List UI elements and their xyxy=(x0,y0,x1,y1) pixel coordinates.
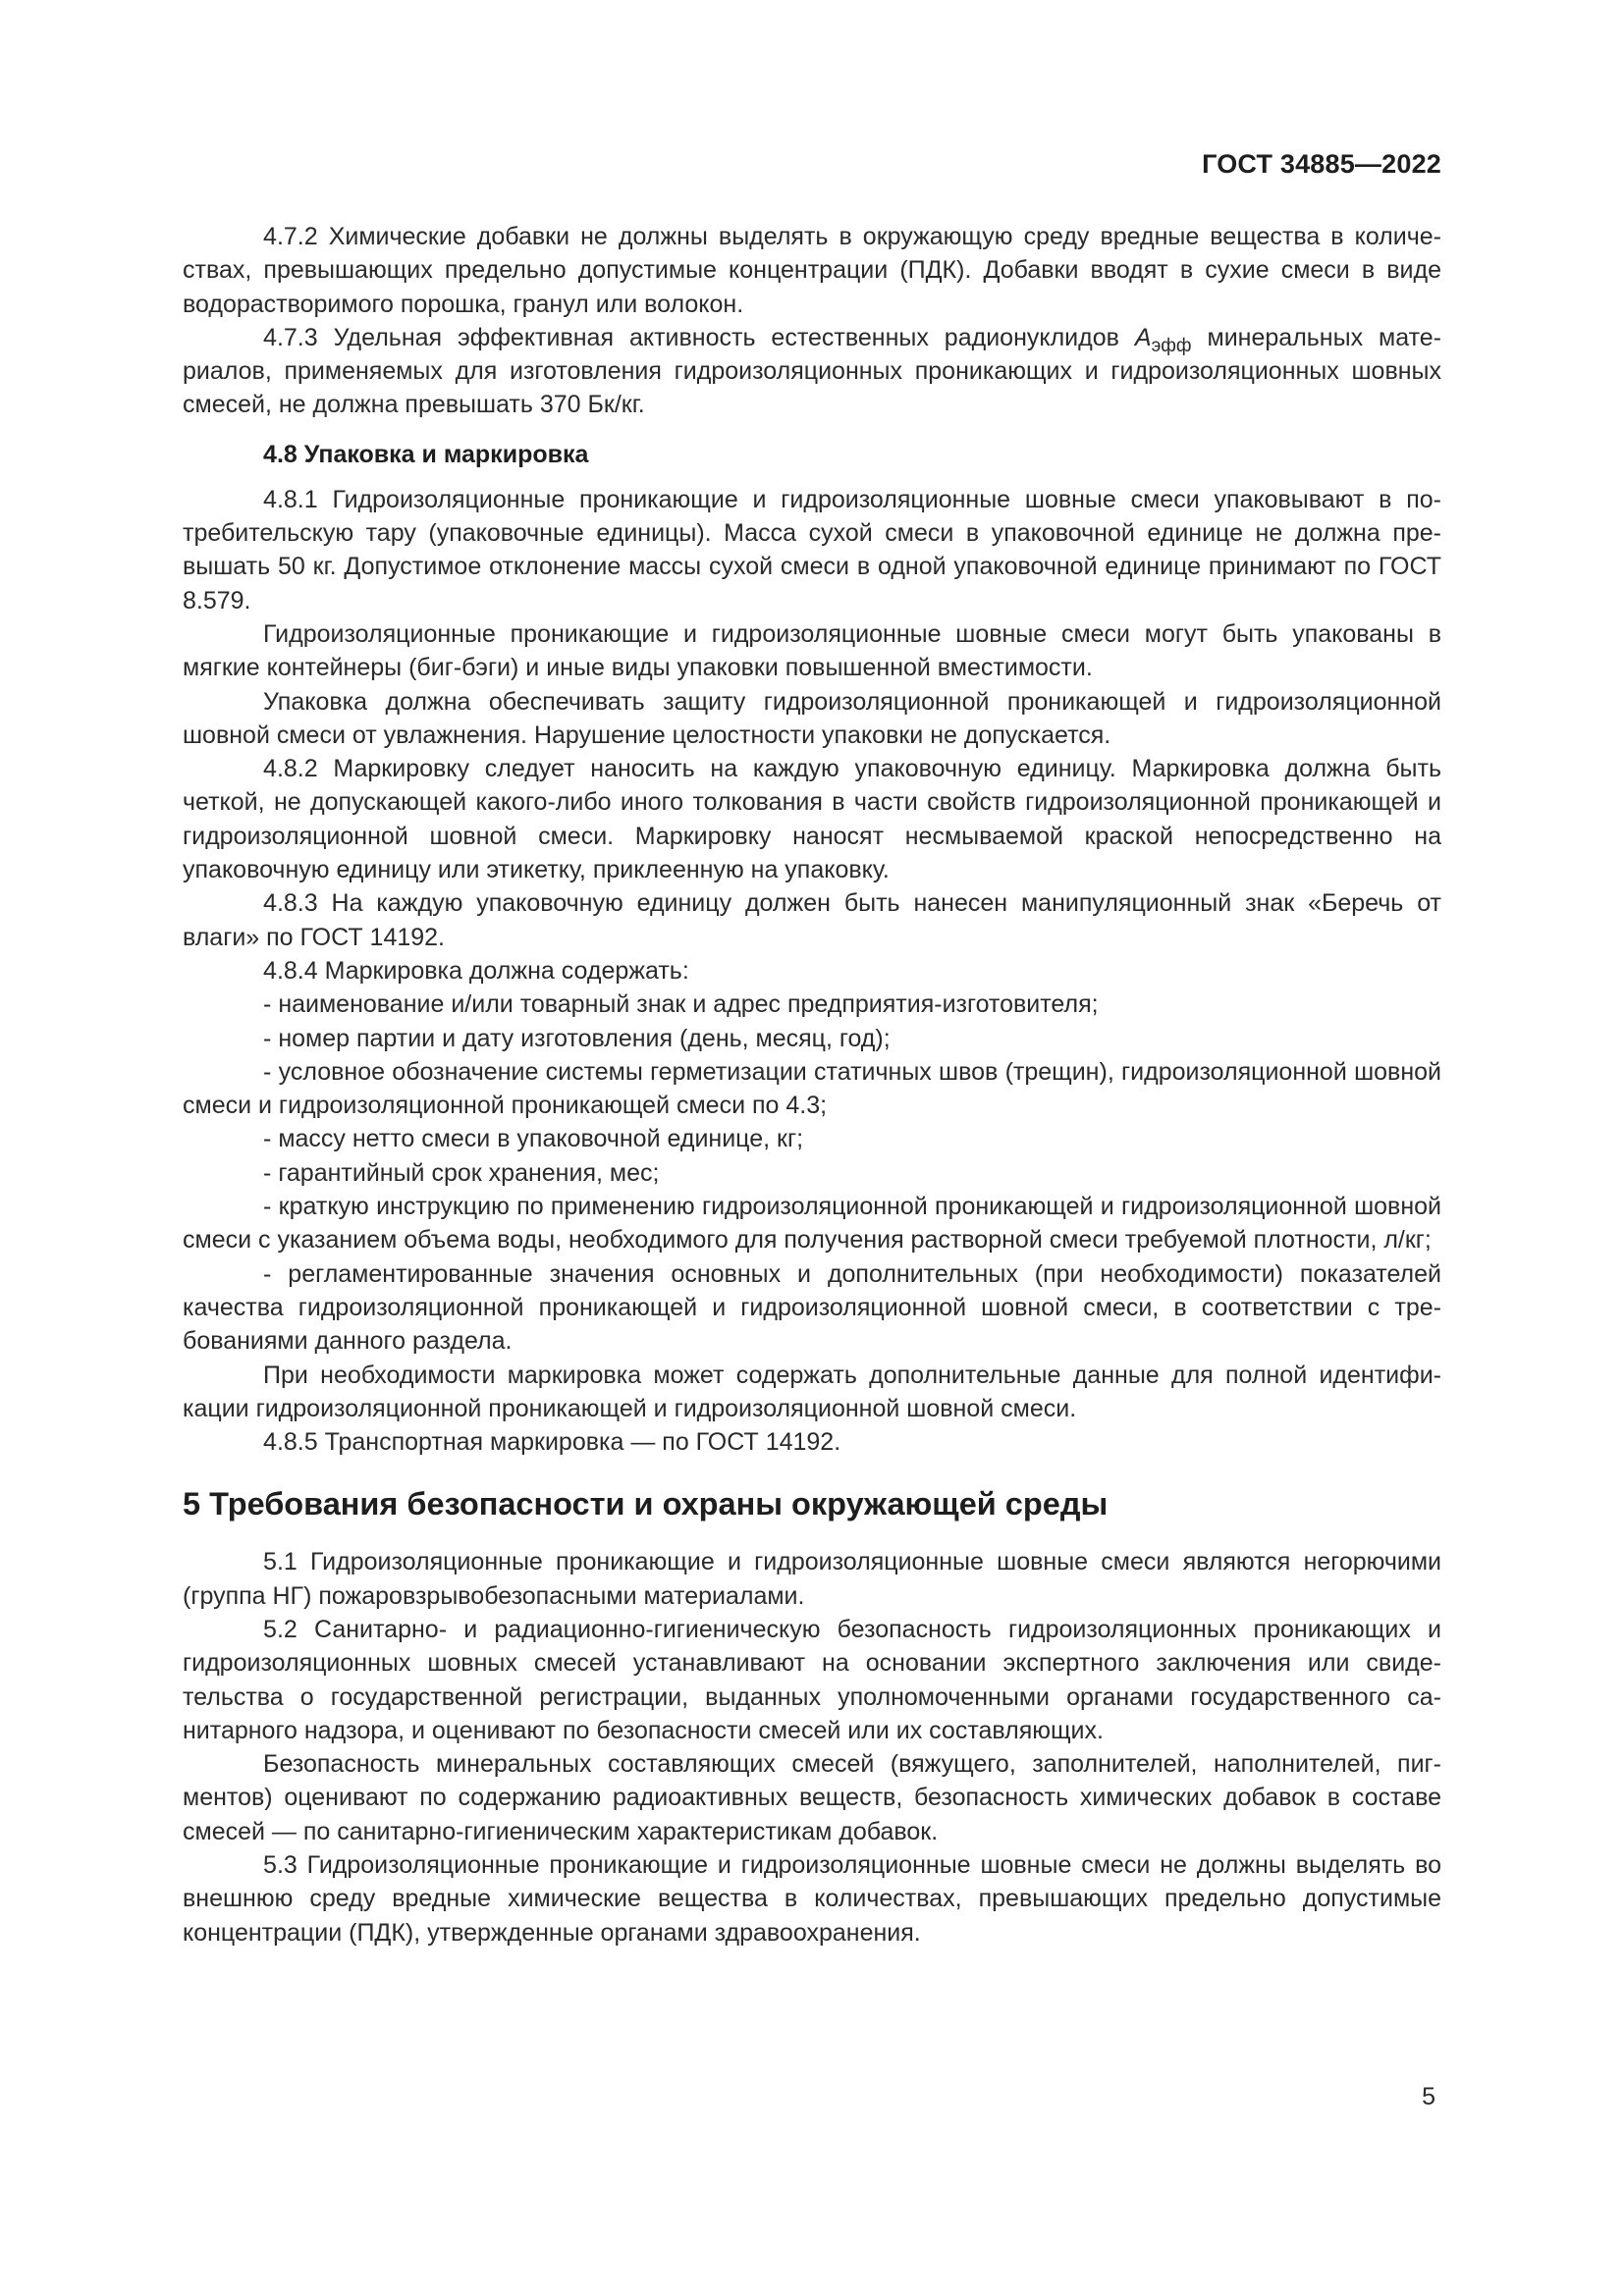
list-item: - регламентированные значения основных и дополнительных (при необходимости) показателей качества гидроизоляционной проникающей и гидроизоляционной шовной смеси, в соответствии с требованиями данного раздела. xyxy=(183,1259,1441,1356)
formula-subscript: эфф xyxy=(1151,335,1192,356)
paragraph-4-8-3: 4.8.3 На каждую упаковочную единицу должен быть нанесен манипуляционный знак «Беречь от влаги» по ГОСТ 14192. xyxy=(183,889,1441,951)
list-item: - краткую инструкцию по применению гидроизоляционной проникающей и гидроизоляционной шовной смеси с указанием объема воды, необходимого для получения растворной смеси требуемой плотности, л/кг; xyxy=(183,1193,1441,1255)
list-item: - гарантийный срок хранения, мес; xyxy=(263,1158,660,1187)
paragraph-additional-marking: При необходимости маркировка может содержать дополнительные данные для полной идентификации гидроизоляционной проникающей и гидроизоляционной шовной смеси. xyxy=(183,1361,1441,1422)
paragraph-4-7-3-before: 4.7.3 Удельная эффективная активность естественных радионуклидов xyxy=(263,323,1135,351)
paragraph-4-7-2: 4.7.2 Химические добавки не должны выделять в окружающую среду вредные вещества в количествах, превышающих предельно допустимые концентрации (ПДК). Добавки вводят в сухие смеси в виде водорастворимого порошка, гранул или волокон. xyxy=(183,223,1441,318)
section-4-8-title: 4.8 Упаковка и маркировка xyxy=(263,440,589,468)
paragraph-packaging-containers: Гидроизоляционные проникающие и гидроизоляционные шовные смеси могут быть упакованы в мягкие контейнеры (биг-бэги) и иные виды упаковки повышенной вместимости. xyxy=(183,619,1441,682)
page-number: 5 xyxy=(1422,2083,1435,2110)
section-5-title xyxy=(183,1484,1441,1523)
document-body xyxy=(183,220,1441,1949)
section-5-title-text: 5 Требования безопасности и охраны окружающей среды xyxy=(183,1486,1109,1522)
paragraph-mineral-safety: Безопасность минеральных составляющих смесей (вяжущего, заполнителей, наполнителей, пигментов) оценивают по содержанию радиоактивных веществ, безопасность химических добавок в составе смесей — по санитарно-гигиеническим характеристикам добавок. xyxy=(183,1750,1441,1845)
paragraph-4-7-3 xyxy=(183,321,1441,422)
document-id-header: ГОСТ 34885—2022 xyxy=(1202,149,1441,179)
paragraph-4-7-3-after: минеральных материалов, применяемых для изготовления гидроизоляционных проникающих и гидроизоляционных шовных смесей, не должна превышать 370 Бк/кг. xyxy=(183,323,1441,419)
paragraph-packaging-protection: Упаковка должна обеспечивать защиту гидроизоляционной проникающей и гидроизоляционной шовной смеси от увлажнения. Нарушение целостности упаковки не допускается. xyxy=(183,687,1441,749)
list-item: - условное обозначение системы герметизации статичных швов (трещин), гидроизоляционной шовной смеси и гидроизоляционной проникающей смеси по 4.3; xyxy=(183,1057,1441,1120)
list-item: - массу нетто смеси в упаковочной единице, кг; xyxy=(263,1125,804,1153)
paragraph-4-8-1: 4.8.1 Гидроизоляционные проникающие и гидроизоляционные шовные смеси упаковывают в потребительскую тару (упаковочные единицы). Масса сухой смеси в упаковочной единице не должна превышать 50 кг. Допустимое отклонение массы сухой смеси в одной упаковочной единице принимают по ГОСТ 8.579. xyxy=(183,485,1441,614)
paragraph-5-2: 5.2 Санитарно- и радиационно-гигиеническую безопасность гидроизоляционных проникающих и гидроизоляционных шовных смесей устанавливают на основании экспертного заключения или свидетельства о государственной регистрации, выданных уполномоченными органами государственного санитарного надзора, и оценивают по безопасности смесей или их составляющих. xyxy=(183,1615,1441,1744)
paragraph-5-1: 5.1 Гидроизоляционные проникающие и гидроизоляционные шовные смеси являются негорючими (группа НГ) пожаровзрывобезопасными материалами. xyxy=(183,1548,1441,1610)
list-item: - номер партии и дату изготовления (день, месяц, год); xyxy=(263,1024,891,1052)
paragraph-4-8-5: 4.8.5 Транспортная маркировка — по ГОСТ 14192. xyxy=(263,1428,841,1457)
formula-symbol: A xyxy=(1134,323,1152,351)
paragraph-5-3: 5.3 Гидроизоляционные проникающие и гидроизоляционные шовные смеси не должны выделять во внешнюю среду вредные химические вещества в количествах, превышающих предельно допустимые концентрации (ПДК), утвержденные органами здравоохранения. xyxy=(183,1851,1441,1947)
list-item: - наименование и/или товарный знак и адрес предприятия-изготовителя; xyxy=(263,990,1099,1019)
paragraph-4-8-4: 4.8.4 Маркировка должна содержать: xyxy=(263,956,689,985)
paragraph-4-8-2: 4.8.2 Маркировку следует наносить на каждую упаковочную единицу. Маркировка должна быть четкой, не допускающей какого-либо иного толкования в части свойств гидроизоляционной проникающей и гидроизоляционной шовной смеси. Маркировку наносят несмываемой краской непосредственно на упаковочную единицу или этикетку, приклеенную на упаковку. xyxy=(183,755,1441,884)
